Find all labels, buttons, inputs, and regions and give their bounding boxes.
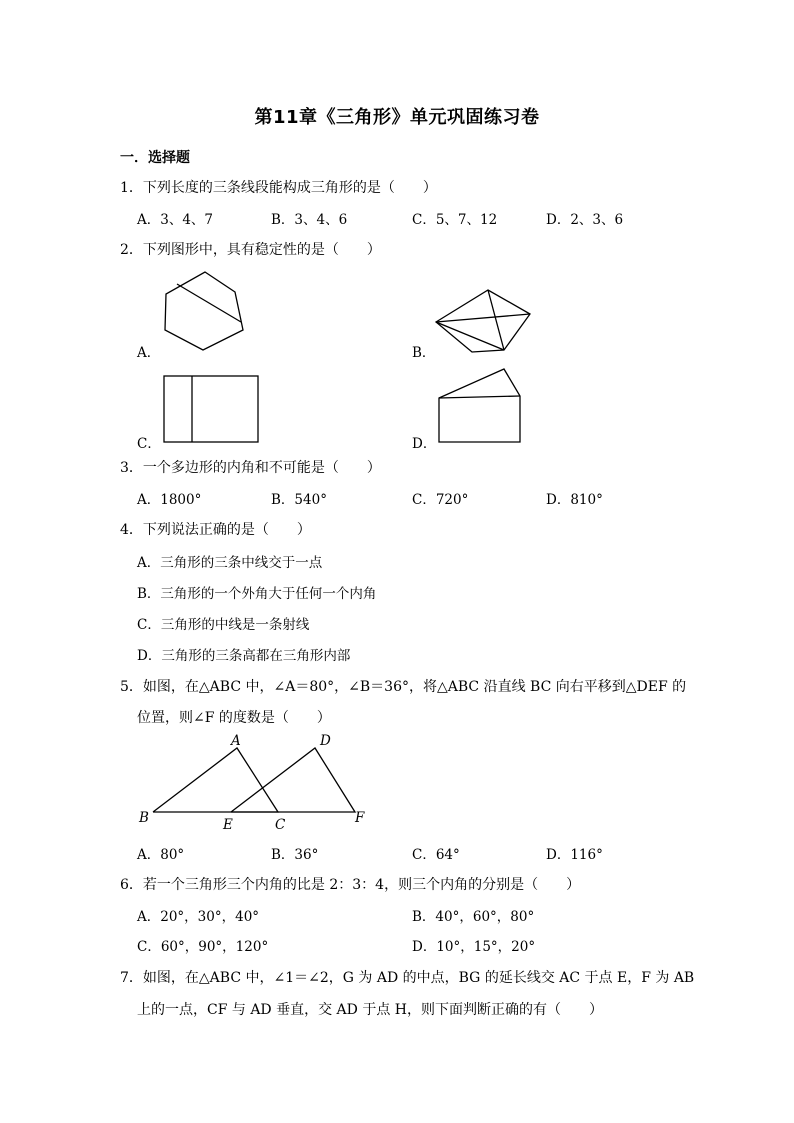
q5-point-a-label: A: [231, 733, 241, 749]
q4-option-b[interactable]: B．三角形的一个外角大于任何一个内角: [137, 586, 377, 602]
question-6-stem: 6．若一个三角形三个内角的比是 2：3：4，则三个内角的分别是（ ）: [120, 877, 581, 893]
q2-figure-d-pentagon: [436, 366, 524, 446]
q2-option-a-label[interactable]: A．: [137, 345, 161, 361]
q4-option-d[interactable]: D．三角形的三条高都在三角形内部: [137, 648, 351, 664]
question-3-stem: 3．一个多边形的内角和不可能是（ ）: [120, 460, 381, 476]
q2-option-b-label[interactable]: B．: [412, 345, 436, 361]
q4-option-a[interactable]: A．三角形的三条中线交于一点: [137, 555, 323, 571]
q5-point-f-label: F: [355, 810, 365, 826]
question-2-stem: 2．下列图形中，具有稳定性的是（ ）: [120, 242, 381, 258]
page-title: 第11章《三角形》单元巩固练习卷: [254, 107, 540, 128]
q5-point-b-label: B: [139, 810, 149, 826]
q5-point-d-label: D: [320, 733, 331, 749]
question-7-line-1: 7．如图，在△ABC 中，∠1＝∠2，G 为 AD 的中点，BG 的延长线交 AC 于点 E，F 为 AB: [120, 970, 695, 986]
q3-option-b[interactable]: B．540°: [271, 492, 327, 508]
q5-option-d[interactable]: D．116°: [546, 847, 603, 863]
q3-option-a[interactable]: A．1800°: [137, 492, 202, 508]
q5-point-c-label: C: [275, 817, 286, 833]
q6-option-d[interactable]: D．10°，15°，20°: [412, 939, 536, 955]
question-5-line-2: 位置，则∠F 的度数是（ ）: [137, 710, 331, 726]
q6-option-a[interactable]: A．20°，30°，40°: [137, 909, 260, 925]
q2-figure-a-hexagon: [155, 268, 255, 354]
q1-option-a[interactable]: A．3、4、7: [137, 212, 214, 228]
q1-option-c[interactable]: C．5、7、12: [412, 212, 498, 228]
q6-option-b[interactable]: B．40°，60°，80°: [412, 909, 535, 925]
q5-option-a[interactable]: A．80°: [137, 847, 185, 863]
q2-option-d-label[interactable]: D．: [412, 436, 437, 452]
q1-option-b[interactable]: B．3、4、6: [271, 212, 348, 228]
q4-option-c[interactable]: C．三角形的中线是一条射线: [137, 617, 310, 633]
q2-figure-c-rectangle: [162, 374, 260, 444]
q3-option-d[interactable]: D．810°: [546, 492, 603, 508]
q2-figure-b-triangulated: [432, 284, 536, 356]
question-7-line-2: 上的一点，CF 与 AD 垂直，交 AD 于点 H，则下面判断正确的有（ ）: [137, 1002, 604, 1018]
q5-option-c[interactable]: C．64°: [412, 847, 460, 863]
q5-option-b[interactable]: B．36°: [271, 847, 319, 863]
section-heading: 一．选择题: [120, 150, 190, 166]
q6-option-c[interactable]: C．60°，90°，120°: [137, 939, 269, 955]
question-4-stem: 4．下列说法正确的是（ ）: [120, 522, 311, 538]
q3-option-c[interactable]: C．720°: [412, 492, 469, 508]
q1-option-d[interactable]: D．2、3、6: [546, 212, 624, 228]
question-5-line-1: 5．如图，在△ABC 中，∠A＝80°，∠B＝36°，将△ABC 沿直线 BC 向右平移到△DEF 的: [120, 679, 687, 695]
q5-point-e-label: E: [223, 817, 233, 833]
q2-option-c-label[interactable]: C．: [137, 436, 161, 452]
question-1-stem: 1．下列长度的三条线段能构成三角形的是（ ）: [120, 180, 437, 196]
